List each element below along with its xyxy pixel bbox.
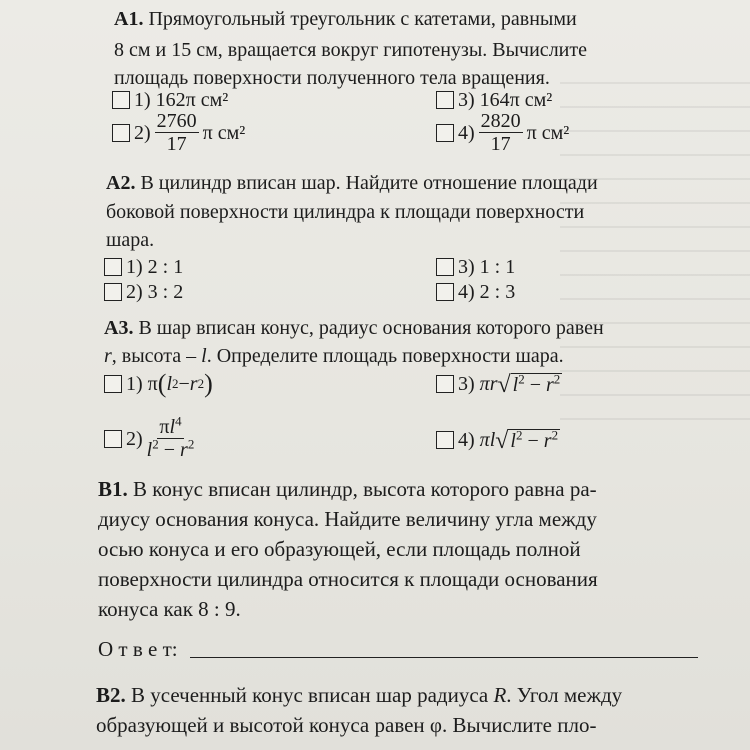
a3-option-3[interactable]: 3) πr √ $l^2 - r^2$ <box>436 372 562 396</box>
checkbox[interactable] <box>436 258 454 276</box>
b1-line-2: диусу основания конуса. Найдите величину угла между <box>98 507 597 531</box>
a1-line-1: А1. Прямоугольный треугольник с катетами, равными <box>114 8 577 30</box>
a3-option-1[interactable]: 1) π ( l 2 − r 2 ) <box>104 372 213 396</box>
show-through-text <box>560 60 750 420</box>
b1-line-4: поверхности цилиндра относится к площади основания <box>98 567 598 591</box>
fraction: $\frac{2820}{17}$ <box>480 110 521 155</box>
b1-number: В1. <box>98 477 128 501</box>
square-root: √ $l^2 - r^2$ <box>497 370 561 398</box>
a2-number: А2. <box>106 172 136 194</box>
checkbox[interactable] <box>436 283 454 301</box>
fraction: $\frac{2760}{17}$ <box>156 110 197 155</box>
b1-line-3: осью конуса и его образующей, если площадь полной <box>98 537 581 561</box>
a1-option-3[interactable]: 3) 164π см² <box>436 88 552 112</box>
checkbox[interactable] <box>436 431 454 449</box>
square-root: √ $l^2 - r^2$ <box>495 426 559 454</box>
fraction: $\frac{\pi l^4}{l^2 - r^2}$ <box>146 413 195 461</box>
b2-line-1: В2. В усеченный конус вписан шар радиуса R. Угол между <box>96 683 623 707</box>
a1-option-1[interactable]: 1) 162π см² <box>112 88 228 112</box>
a3-option-2[interactable]: 2) $\frac{\pi l^4}{l^2 - r^2}$ <box>104 416 198 461</box>
a1-option-2[interactable]: 2) $\frac{2760}{17}$ π см² <box>112 110 245 155</box>
b2-number: В2. <box>96 683 126 707</box>
a2-option-4[interactable]: 4) 2 : 3 <box>436 280 515 304</box>
b1-line-1: В1. В конус вписан цилиндр, высота которого равна ра- <box>98 477 597 501</box>
a3-line-2: r, высота – l. Определите площадь поверхности шара. <box>104 345 564 367</box>
a2-line-1: А2. В цилиндр вписан шар. Найдите отношение площади <box>106 172 598 194</box>
checkbox[interactable] <box>112 124 130 142</box>
checkbox[interactable] <box>104 258 122 276</box>
checkbox[interactable] <box>436 91 454 109</box>
b1-line-5: конуса как 8 : 9. <box>98 597 241 621</box>
answer-line[interactable] <box>190 657 698 658</box>
a3-line-1: А3. В шар вписан конус, радиус основания которого равен <box>104 317 604 339</box>
a1-line-3: площадь поверхности полученного тела вращения. <box>114 67 550 89</box>
a2-option-3[interactable]: 3) 1 : 1 <box>436 255 515 279</box>
a2-option-2[interactable]: 2) 3 : 2 <box>104 280 183 304</box>
checkbox[interactable] <box>104 375 122 393</box>
b2-line-2: образующей и высотой конуса равен φ. Вычислите пло- <box>96 713 597 737</box>
answer-label: О т в е т: <box>98 637 178 661</box>
a2-line-2: боковой поверхности цилиндра к площади поверхности <box>106 201 585 223</box>
a2-option-1[interactable]: 1) 2 : 1 <box>104 255 183 279</box>
checkbox[interactable] <box>104 430 122 448</box>
a2-line-3: шара. <box>106 229 155 251</box>
a1-option-4[interactable]: 4) $\frac{2820}{17}$ π см² <box>436 110 569 155</box>
checkbox[interactable] <box>436 375 454 393</box>
a1-line-2: 8 см и 15 см, вращается вокруг гипотенузы. Вычислите <box>114 39 587 61</box>
checkbox[interactable] <box>104 283 122 301</box>
a3-option-4[interactable]: 4) πl √ $l^2 - r^2$ <box>436 428 560 452</box>
checkbox[interactable] <box>436 124 454 142</box>
checkbox[interactable] <box>112 91 130 109</box>
a3-number: А3. <box>104 317 134 339</box>
a1-number: А1. <box>114 8 144 30</box>
